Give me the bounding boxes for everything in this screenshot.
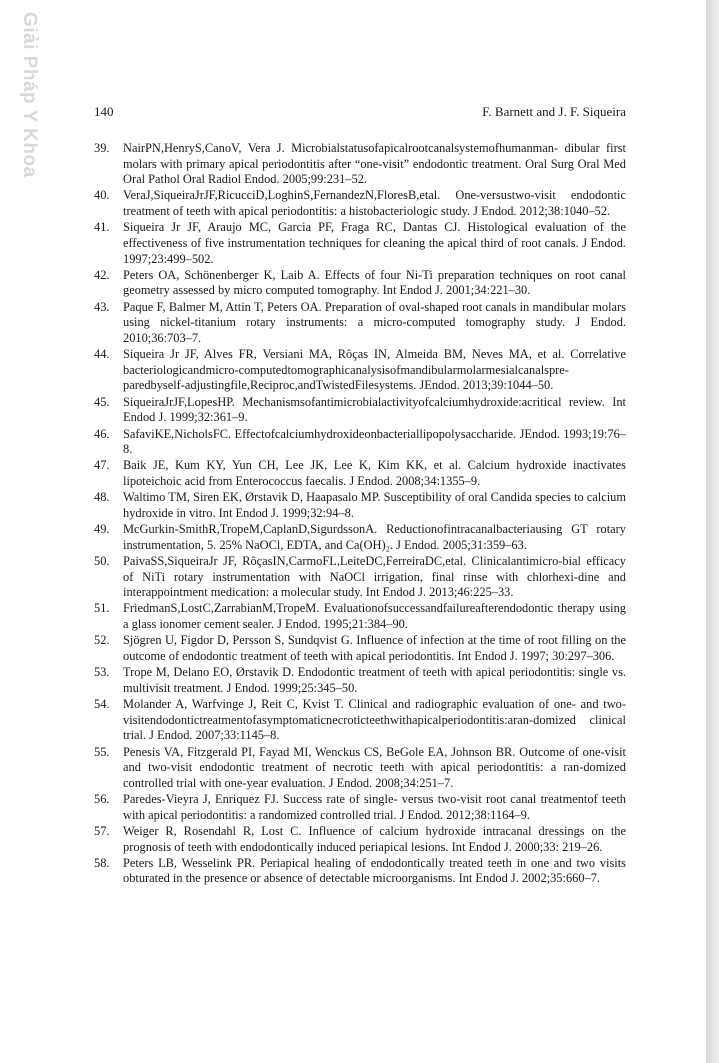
reference-item xyxy=(94,697,626,744)
reference-number: 49. xyxy=(94,522,110,537)
reference-number: 43. xyxy=(94,299,110,314)
reference-item xyxy=(94,856,626,887)
reference-item xyxy=(94,554,626,601)
reference-text: Paredes-Vieyra J, Enriquez FJ. Success rate of single- versus two-visit root canal treatmentof teeth with apical periodontitis: a randomized controlled trial. J Endod. 2012;38:1164–9. xyxy=(123,792,626,822)
reference-text: Peters LB, Wesselink PR. Periapical healing of endodontically treated teeth in one and two visits obturated in the presence or absence of detectable microorganisms. Int Endod J. 2002;35:660–7. xyxy=(123,855,626,886)
reference-text: Siqueira Jr JF, Alves FR, Versiani MA, Rôças IN, Almeida BM, Neves MA, et al. Correlative bacteriologicandmicro-computedtomographicanalysisofmandibularmolarmesialcanalspre-paredbyself-adjustingfile,Reciproc,andTwistedFilesystems. JEndod. 2013;39:1044–50. xyxy=(123,347,626,393)
reference-text: Penesis VA, Fitzgerald PI, Fayad MI, Wenckus CS, BeGole EA, Johnson BR. Outcome of one-visit and two-visit endodontic treatment of necrotic teeth with apical periodontitis: a ran-domized controlled trial with one-year evaluation. J Endod. 2008;34:251–7. xyxy=(123,744,626,790)
reference-text: NairPN,HenryS,CanoV, Vera J. Microbialstatusofapicalrootcanalsystemofhumanman- dibular first molars with primary apical periodontitis after “one-visit” endodontic treatment. Oral Surg Oral Med Oral Pathol Oral Radiol Endod. 2005;99:231–52. xyxy=(123,141,626,187)
reference-text: VeraJ,SiqueiraJrJF,RicucciD,LoghinS,FernandezN,FloresB,etal. One-versustwo-visit endodontic treatment of teeth with apical periodontitis: a histobacteriologic study. J Endod. 2012;38:1040–52. xyxy=(123,188,626,219)
reference-number: 54. xyxy=(94,697,110,712)
reference-number: 39. xyxy=(94,141,110,155)
reference-text: Trope M, Delano EO, Ørstavik D. Endodontic treatment of teeth with apical periodontitis: single vs. multivisit treatment. J Endod. 1999;25:345–50. xyxy=(123,665,626,695)
reference-number: 46. xyxy=(94,426,110,441)
reference-number: 40. xyxy=(94,188,110,203)
reference-text: Molander A, Warfvinge J, Reit C, Kvist T. Clinical and radiographic evaluation of one- and two-visitendodontictreatmentofasymptomaticnecroticteethwithapicalperiodontitis:aran-domized clinical trial. J Endod. 2007;33:1145–8. xyxy=(123,697,626,743)
reference-text: Baik JE, Kum KY, Yun CH, Lee JK, Lee K, Kim KK, et al. Calcium hydroxide inactivates lipoteichoic acid from Enterococcus faecalis. J Endod. 2008;34:1355–9. xyxy=(123,458,626,488)
reference-number: 53. xyxy=(94,665,110,680)
reference-number: 50. xyxy=(94,554,110,568)
reference-text: FriedmanS,LostC,ZarrabianM,TropeM. Evaluationofsuccessandfailureafterendodontic therapy using a glass ionomer cement sealer. J Endod. 1995;21:384–90. xyxy=(123,601,626,632)
page-number: 140 xyxy=(94,104,114,119)
reference-item xyxy=(94,824,626,855)
reference-number: 44. xyxy=(94,347,110,362)
reference-number: 56. xyxy=(94,792,110,807)
reference-number: 41. xyxy=(94,220,110,235)
reference-item xyxy=(94,665,626,696)
reference-text: Siqueira Jr JF, Araujo MC, Garcia PF, Fraga RC, Dantas CJ. Histological evaluation of the effectiveness of five instrumentation techniques for cleaning the apical third of root canals. J Endod. 1997;23:499–502. xyxy=(123,220,626,266)
reference-text: McGurkin-SmithR,TropeM,CaplanD,SigurdssonA. Reductionofintracanalbacteriausing GT rotary instrumentation, 5. 25% NaOCl, EDTA, and Ca(OH)₂. J Endod. 2005;31:359–63. xyxy=(123,522,626,552)
reference-item xyxy=(94,188,626,219)
reference-number: 57. xyxy=(94,823,110,838)
page-header xyxy=(94,104,626,124)
reference-item xyxy=(94,601,626,632)
page-edge-shadow xyxy=(706,0,719,1063)
reference-item xyxy=(94,427,626,458)
reference-number: 45. xyxy=(94,394,110,409)
reference-item xyxy=(94,458,626,489)
reference-text: PaivaSS,SiqueiraJr JF, RôçasIN,CarmoFL,LeiteDC,FerreiraDC,etal. Clinicalantimicro-bial efficacy of NiTi rotary instrumentation with NaOCl irrigation, final rinse with chlorhexi-dine and interappointment medication: a molecular study. Int Endod J. 2013;46:225–33. xyxy=(123,554,626,600)
reference-text: Paque F, Balmer M, Attin T, Peters OA. Preparation of oval-shaped root canals in mandibular molars using nickel-titanium rotary instruments: a micro-computed tomography study. J Endod. 2010;36:703–7. xyxy=(123,299,626,345)
reference-item xyxy=(94,220,626,267)
running-head: F. Barnett and J. F. Siqueira xyxy=(482,104,626,119)
reference-text: SafaviKE,NicholsFC. Effectofcalciumhydroxideonbacteriallipopolysaccharide. JEndod. 1993;19:76–8. xyxy=(123,426,626,457)
reference-item xyxy=(94,633,626,664)
reference-number: 58. xyxy=(94,855,110,870)
reference-text: Sjögren U, Figdor D, Persson S, Sundqvist G. Influence of infection at the time of root filling on the outcome of endodontic treatment of teeth with apical periodontitis. Int Endod J. 1997; 30:297–306. xyxy=(123,633,626,663)
reference-item xyxy=(94,347,626,394)
reference-text: Waltimo TM, Siren EK, Ørstavik D, Haapasalo MP. Susceptibility of oral Candida species to calcium hydroxide in vitro. Int Endod J. 1999;32:94–8. xyxy=(123,490,626,520)
reference-item xyxy=(94,522,626,553)
reference-number: 48. xyxy=(94,490,110,505)
reference-text: Weiger R, Rosendahl R, Lost C. Influence of calcium hydroxide intracanal dressings on the prognosis of teeth with endodontically induced periapical lesions. Int Endod J. 2000;33: 219–26. xyxy=(123,823,626,854)
reference-number: 47. xyxy=(94,458,110,473)
reference-text: SiqueiraJrJF,LopesHP. Mechanismsofantimicrobialactivityofcalciumhydroxide:acritical review. Int Endod J. 1999;32:361–9. xyxy=(123,394,626,425)
reference-item xyxy=(94,268,626,299)
reference-item xyxy=(94,792,626,823)
reference-number: 42. xyxy=(94,267,110,282)
reference-item xyxy=(94,745,626,792)
reference-number: 52. xyxy=(94,633,110,648)
reference-item xyxy=(94,300,626,347)
reference-text: Peters OA, Schönenberger K, Laib A. Effects of four Ni-Ti preparation techniques on root canal geometry assessed by micro computed tomography. Int Endod J. 2001;34:221–30. xyxy=(123,267,626,298)
reference-list xyxy=(94,141,626,888)
reference-number: 51. xyxy=(94,601,110,616)
reference-item xyxy=(94,395,626,426)
watermark: Giải Pháp Y Khoa xyxy=(19,12,40,178)
reference-item xyxy=(94,490,626,521)
reference-item xyxy=(94,141,626,188)
reference-number: 55. xyxy=(94,744,110,759)
